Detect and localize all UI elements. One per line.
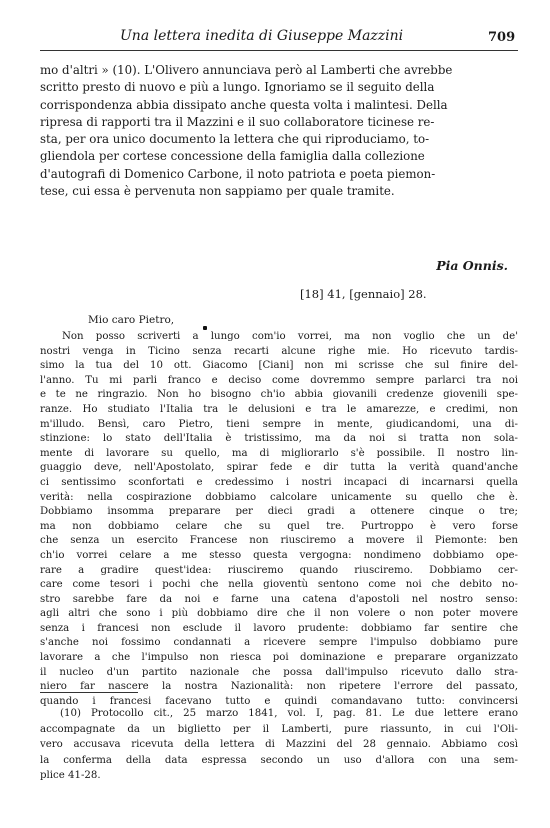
- text-line: corrispondenza abbia dissipato anche questa volta i malintesi. Della: [40, 97, 448, 112]
- text-line: m'illudo. Bensì, caro Pietro, tieni sempre in mente, giudicandomi, una di-: [40, 418, 518, 430]
- text-line: ranze. Ho studiato l'Italia tra le delusioni e tra le amarezze, e credimi, non: [40, 403, 518, 415]
- text-line: d'autografi di Domenico Carbone, il noto patriota e poeta piemon-: [40, 166, 436, 181]
- footnote-rule: [40, 692, 138, 693]
- letter-salutation: Mio caro Pietro,: [88, 314, 175, 326]
- text-line: mente di lavorare su quello, ma di migliorarlo s'è possibile. Il nostro lin-: [40, 447, 518, 459]
- text-line: ripresa di rapporti tra il Mazzini e il suo collaboratore ticinese re-: [40, 114, 435, 129]
- text-line: stinzione: lo stato dell'Italia è tristissimo, ma da noi si tratta non sola-: [40, 433, 518, 445]
- text-line: e te ne ringrazio. Non ho bisogno ch'io abbia giovanili credenze giovenili spe-: [40, 389, 518, 401]
- text-line: Non posso scriverti a lungo com'io vorrei, ma non voglio che un de': [62, 331, 518, 342]
- text-line: agli altri che sono i più dobbiamo dire che il non volere o non poter movere: [40, 608, 518, 620]
- header-rule: [40, 50, 518, 51]
- text-line: verità: nella cospirazione dobbiamo calcolare unicamente su quello che è.: [40, 491, 518, 503]
- text-line: lavorare a che l'impulso non riesca poi dominazione e preparare organizzato: [40, 652, 518, 664]
- footnote-line: (10) Protocollo cit., 25 marzo 1841, vol. I, pag. 81. Le due lettere erano: [60, 708, 518, 719]
- text-line: senza i francesi non esclude il lavoro prudente: dobbiamo far sentire che: [40, 622, 518, 634]
- page-number: 709: [488, 30, 516, 45]
- text-line: care come tesori i pochi che nella gioventù sentono come noi che debito no-: [40, 579, 518, 591]
- text-line: niero far nascere la nostra Nazionalità: non ripetere l'errore del passato,: [40, 681, 518, 693]
- text-line: Dobbiamo insomma preparare per dieci gradi a ottenere cinque o tre;: [40, 506, 518, 518]
- letter-body: [40, 330, 518, 709]
- text-line: stro sarebbe fare da noi e farne una catena d'apostoli nel nostro senso:: [40, 593, 518, 605]
- text-line: l'anno. Tu mi parli franco e deciso come dovremmo sempre parlarci tra noi: [40, 374, 518, 386]
- text-line: gliendola per cortese concessione della famiglia dalla collezione: [40, 149, 425, 164]
- text-line: ci sentissimo sconfortati e credessimo i nostri incapaci di incarnarsi quella: [40, 476, 518, 488]
- text-line: s'anche noi fossimo condannati a ricevere sempre l'impulso dobbiamo pure: [40, 637, 518, 649]
- footnote-line: plice 41-28.: [40, 770, 101, 781]
- text-line: che senza un esercito Francese non riusciremo a movere il Piemonte: ben: [40, 535, 518, 547]
- text-line: rare a gradire quest'idea: riusciremo quando riusciremo. Dobbiamo cer-: [40, 564, 518, 576]
- author-signature: Pia Onnis.: [436, 258, 508, 273]
- running-head-title: Una lettera inedita di Giuseppe Mazzini: [120, 28, 404, 44]
- footnote: [40, 706, 518, 784]
- text-line: tese, cui essa è pervenuta non sappiamo per quale tramite.: [40, 184, 395, 199]
- footnote-line: vero accusava ricevuta della lettera di Mazzini del 28 gennaio. Abbiamo così: [40, 739, 518, 750]
- text-line: quando i francesi facevano tutto e quindi comandavano tutto: convincersi: [40, 695, 518, 707]
- footnote-line: la conferma della data espressa secondo un uso d'allora con una sem-: [40, 754, 518, 766]
- text-line: sta, per ora unico documento la lettera che qui riproduciamo, to-: [40, 132, 430, 147]
- intro-paragraph: [40, 62, 518, 200]
- text-line: simo la tua del 10 ott. Giacomo [Ciani] non mi scrisse che sul finire del-: [40, 360, 518, 372]
- text-line: ch'io vorrei celare a me stesso questa vergogna: nondimeno dobbiamo ope-: [40, 549, 518, 561]
- text-line: ma non dobbiamo celare che su quel tre. Purtroppo è vero forse: [40, 520, 518, 532]
- text-line: guaggio deve, nell'Apostolato, spirar fede e dir tutta la verità quand'anche: [40, 462, 518, 474]
- text-line: il nucleo d'un partito nazionale che possa dall'impulso ricevuto dallo stra-: [40, 666, 518, 678]
- letter-dateline: [18] 41, [gennaio] 28.: [300, 287, 427, 301]
- text-line: scritto presto di nuovo e più a lungo. Ignoriamo se il seguito della: [40, 80, 435, 95]
- text-line: nostri venga in Ticino senza recarti alcune righe mie. Ho ricevuto tardis-: [40, 345, 518, 357]
- text-line: mo d'altri » (10). L'Olivero annunciava però al Lamberti che avrebbe: [40, 63, 453, 77]
- footnote-line: accompagnate da un biglietto per il Lamberti, pure riassunto, in cui l'Oli-: [40, 723, 518, 735]
